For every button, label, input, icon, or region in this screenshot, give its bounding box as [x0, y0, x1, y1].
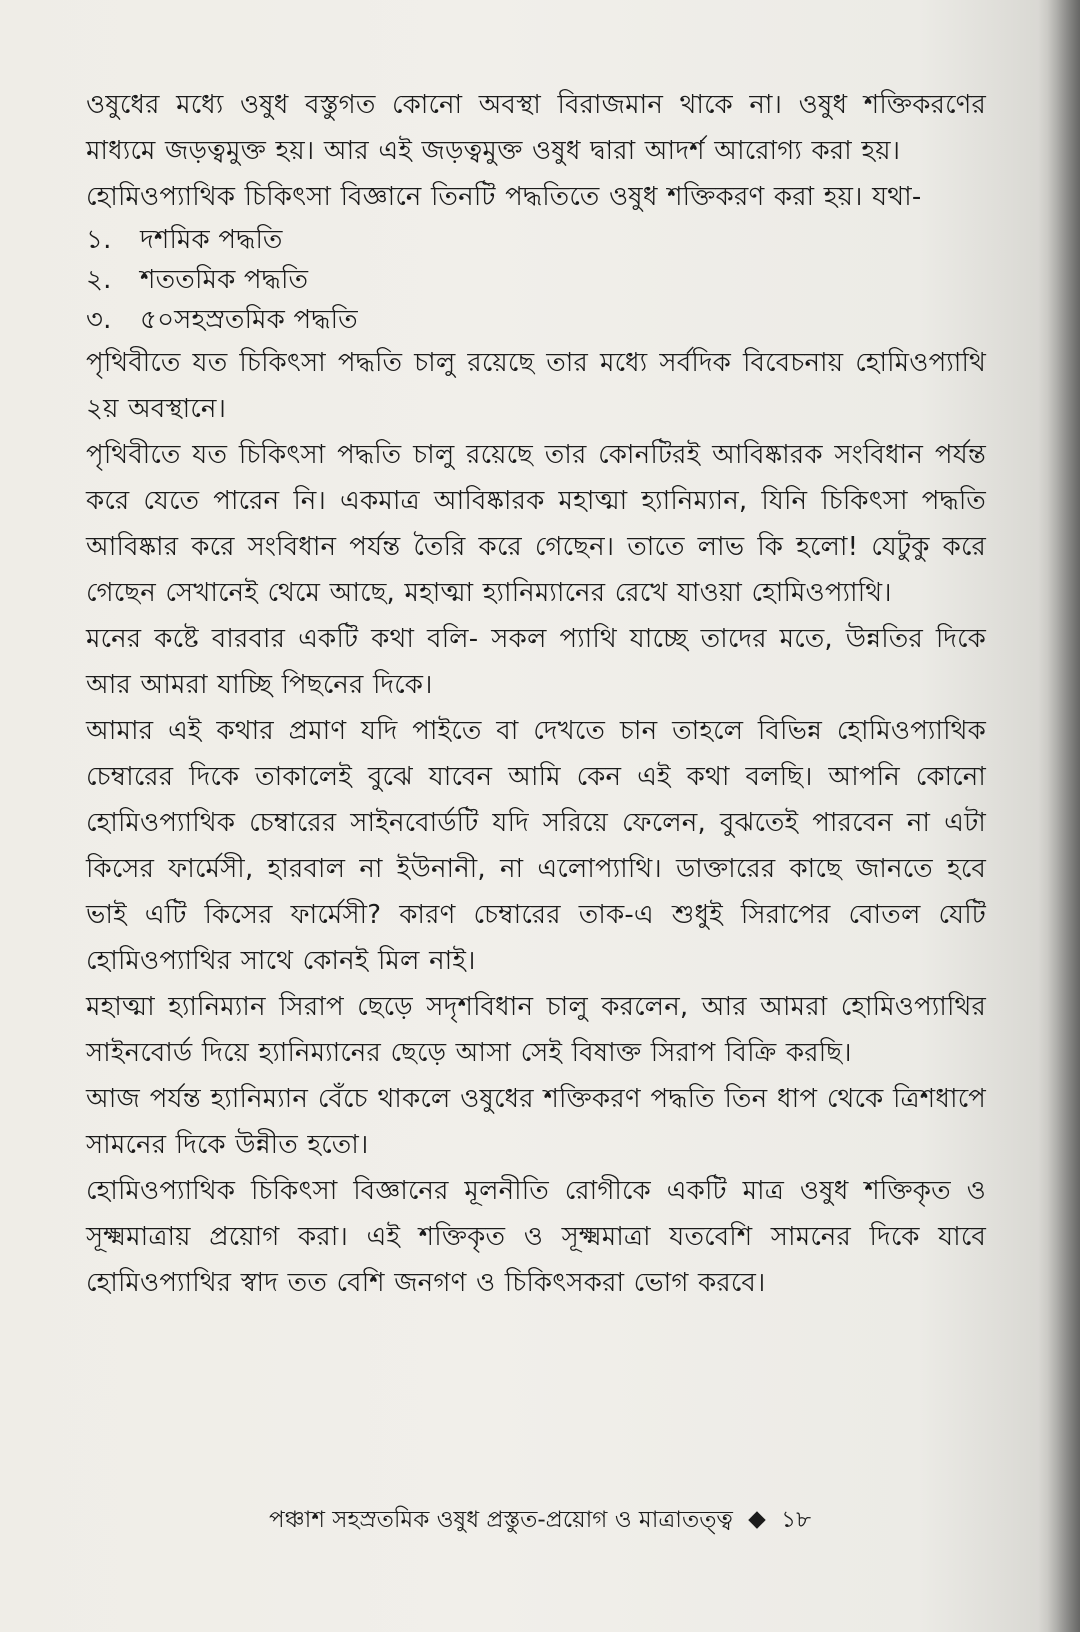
paragraph-9: হোমিওপ্যাথিক চিকিৎসা বিজ্ঞানের মূলনীতি রোগীকে একটি মাত্র ওষুধ শক্তিকৃত ও সূক্ষ্মমাত্রায় প্রয়োগ করা। এই শক্তিকৃত ও সূক্ষ্মমাত্রা যতবেশি সামনের দিকে যাবে হোমিওপ্যাথির স্বাদ তত বেশি জনগণ ও চিকিৎসকরা ভোগ করবে।	[86, 1176, 986, 1298]
list-number: ১.	[86, 225, 112, 255]
list-number: ২.	[86, 265, 112, 295]
paragraph-8: আজ পর্যন্ত হ্যানিম্যান বেঁচে থাকলে ওষুধের শক্তিকরণ পদ্ধতি তিন ধাপ থেকে ত্রিশধাপে সামনের দিকে উন্নীত হতো।	[86, 1084, 986, 1160]
page-edge-shadow	[1038, 0, 1080, 1632]
paragraph-3: পৃথিবীতে যত চিকিৎসা পদ্ধতি চালু রয়েছে তার মধ্যে সর্বদিক বিবেচনায় হোমিওপ্যাথি ২য় অবস্থানে।	[86, 348, 986, 424]
list-item	[86, 220, 986, 260]
page-footer	[0, 1505, 1080, 1535]
paragraph-4: পৃথিবীতে যত চিকিৎসা পদ্ধতি চালু রয়েছে তার কোনটিরই আবিষ্কারক সংবিধান পর্যন্ত করে যেতে পারেন নি। একমাত্র আবিষ্কারক মহাত্মা হ্যানিম্যান, যিনি চিকিৎসা পদ্ধতি আবিষ্কার করে সংবিধান পর্যন্ত তৈরি করে গেছেন। তাতে লাভ কি হলো! যেটুকু করে গেছেন সেখানেই থেমে আছে, মহাত্মা হ্যানিম্যানের রেখে যাওয়া হোমিওপ্যাথি।	[86, 440, 986, 608]
paragraph-6: আমার এই কথার প্রমাণ যদি পাইতে বা দেখতে চান তাহলে বিভিন্ন হোমিওপ্যাথিক চেম্বারের দিকে তাকালেই বুঝে যাবেন আমি কেন এই কথা বলছি। আপনি কোনো হোমিওপ্যাথিক চেম্বারের সাইনবোর্ডটি যদি সরিয়ে ফেলেন, বুঝতেই পারবেন না এটা কিসের ফার্মেসী, হারবাল না ইউনানী, না এলোপ্যাথি। ডাক্তারের কাছে জানতে হবে ভাই এটি কিসের ফার্মেসী? কারণ চেম্বারের তাক-এ শুধুই সিরাপের বোতল যেটি হোমিওপ্যাথির সাথে কোনই মিল নাই।	[86, 716, 986, 976]
paragraph-1: ওষুধের মধ্যে ওষুধ বস্তুগত কোনো অবস্থা বিরাজমান থাকে না। ওষুধ শক্তিকরণের মাধ্যমে জড়ত্বমুক্ত হয়। আর এই জড়ত্বমুক্ত ওষুধ দ্বারা আদর্শ আরোগ্য করা হয়।	[86, 90, 986, 166]
page-content	[86, 82, 986, 1306]
list-item	[86, 260, 986, 300]
diamond-icon: ◆	[748, 1506, 766, 1532]
page-number: ১৮	[781, 1507, 812, 1533]
method-list	[86, 220, 986, 340]
footer-title: পঞ্চাশ সহস্রতমিক ওষুধ প্রস্তুত-প্রয়োগ ও মাত্রাতত্ত্ব	[268, 1507, 733, 1533]
list-item	[86, 300, 986, 340]
list-text: ৫০সহস্রতমিক পদ্ধতি	[140, 305, 358, 335]
paragraph-5: মনের কষ্টে বারবার একটি কথা বলি- সকল প্যাথি যাচ্ছে তাদের মতে, উন্নতির দিকে আর আমরা যাচ্ছি পিছনের দিকে।	[86, 624, 986, 700]
paragraph-2: হোমিওপ্যাথিক চিকিৎসা বিজ্ঞানে তিনটি পদ্ধতিতে ওষুধ শক্তিকরণ করা হয়। যথা-	[86, 182, 922, 212]
paragraph-7: মহাত্মা হ্যানিম্যান সিরাপ ছেড়ে সদৃশবিধান চালু করলেন, আর আমরা হোমিওপ্যাথির সাইনবোর্ড দিয়ে হ্যানিম্যানের ছেড়ে আসা সেই বিষাক্ত সিরাপ বিক্রি করছি।	[86, 992, 986, 1068]
list-number: ৩.	[86, 305, 112, 335]
list-text: শততমিক পদ্ধতি	[140, 265, 309, 295]
list-text: দশমিক পদ্ধতি	[140, 225, 283, 255]
